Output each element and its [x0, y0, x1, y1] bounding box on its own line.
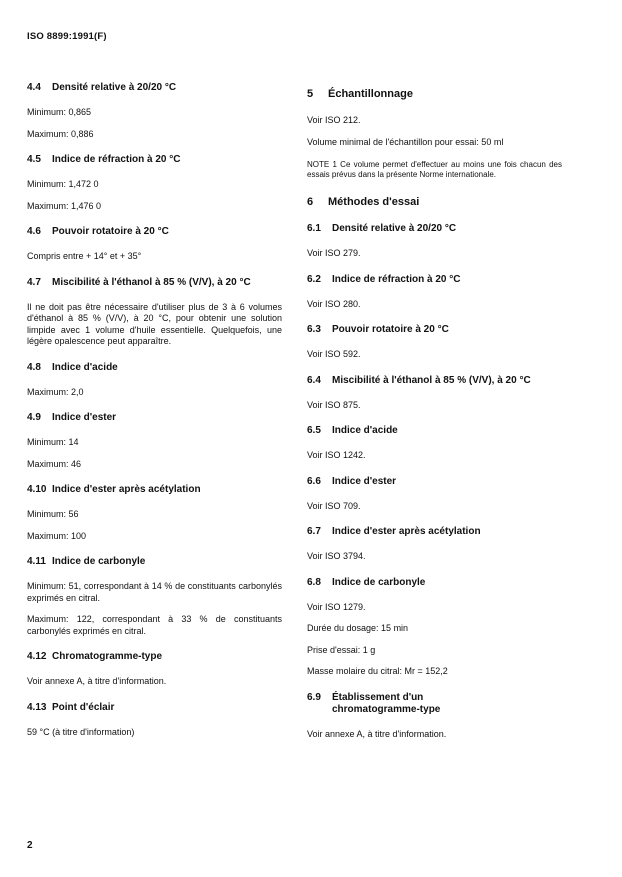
section-number: 6.8: [307, 576, 321, 588]
section-6-9: [307, 692, 562, 741]
paragraph: Compris entre + 14° et + 35°: [27, 251, 142, 261]
section-title: Pouvoir rotatoire à 20 °C: [332, 324, 449, 335]
section-4-12: [27, 651, 282, 688]
section-4-5: [27, 154, 282, 212]
left-column: [27, 82, 282, 748]
page-number: 2: [27, 840, 33, 851]
paragraph: Volume minimal de l'échantillon pour essai: 50 ml: [307, 136, 504, 147]
section-title: Point d'éclair: [52, 701, 115, 713]
section-6-1: [307, 223, 562, 260]
right-column: [307, 82, 562, 750]
section-heading: [27, 82, 282, 94]
section-number: 4.11: [27, 556, 46, 567]
section-number: 4.13: [27, 701, 47, 713]
paragraph: Voir ISO 279.: [307, 248, 361, 258]
paragraph: Prise d'essai: 1 g: [307, 644, 376, 655]
paragraph: Voir ISO 1279.: [307, 601, 366, 612]
section-heading: [307, 577, 562, 589]
section-title: Miscibilité à l'éthanol à 85 % (V/V), à 20 °C: [52, 276, 251, 288]
section-heading: [307, 88, 562, 101]
section-4-13: [27, 702, 282, 739]
section-title: Indice de réfraction à 20 °C: [332, 273, 461, 285]
section-heading: [307, 196, 562, 209]
section-number: 4.12: [27, 651, 47, 662]
section-heading: [27, 702, 282, 714]
section-6: [307, 196, 562, 209]
paragraph: Maximum: 1,476 0: [27, 200, 102, 211]
section-6-5: [307, 425, 562, 462]
section-4-9: [27, 412, 282, 470]
section-heading: [307, 692, 562, 716]
section-number: 4.7: [27, 276, 41, 288]
section-heading: [27, 226, 282, 238]
section-number: 6.9: [307, 691, 321, 703]
section-title: Échantillonnage: [328, 88, 413, 100]
section-title: Chromatogramme-type: [52, 651, 163, 662]
section-heading: [27, 277, 282, 289]
section-4-10: [27, 484, 282, 542]
paragraph: Maximum: 2,0: [27, 386, 84, 397]
section-heading: [307, 526, 562, 538]
section-number: 6.2: [307, 273, 321, 285]
section-number: 5: [307, 88, 314, 100]
paragraph: Minimum: 14: [27, 437, 79, 447]
section-title: Indice d'acide: [332, 425, 398, 436]
paragraph: 59 °C (à titre d'information): [27, 726, 135, 737]
note: NOTE 1 Ce volume permet d'effectuer au moins une fois chacun des essais prévus dans la présente Norme internationale.: [307, 160, 562, 179]
section-heading: [27, 362, 282, 374]
section-title: Indice d'ester: [52, 412, 117, 423]
section-number: 4.9: [27, 412, 41, 423]
paragraph: Voir annexe A, à titre d'information.: [307, 728, 447, 739]
paragraph: Maximum: 100: [27, 530, 87, 541]
paragraph: Minimum: 51, correspondant à 14 % de constituants carbonylés exprimés en citral.: [27, 581, 282, 603]
paragraph: Il ne doit pas être nécessaire d'utiliser plus de 3 à 6 volumes d'éthanol à 85 % (V/V), à 20 °C, pour obtenir une solution limpide avec 1 volume d'huile essentielle. Quelquefois, une légère opalescence peut apparaître.: [27, 301, 282, 346]
section-number: 6.4: [307, 374, 321, 386]
section-number: 4.5: [27, 154, 41, 165]
paragraph: Voir ISO 3794.: [307, 551, 366, 561]
section-number: 6.5: [307, 425, 321, 436]
section-heading: [307, 223, 562, 235]
section-heading: [27, 154, 282, 166]
document-header: ISO 8899:1991(F): [27, 31, 107, 42]
section-6-2: [307, 274, 562, 311]
section-heading: [307, 375, 562, 387]
section-title: Indice de carbonyle: [332, 576, 426, 588]
paragraph: Maximum: 0,886: [27, 128, 94, 139]
section-number: 6.7: [307, 526, 321, 537]
paragraph: Minimum: 0,865: [27, 107, 92, 117]
section-4-7: [27, 277, 282, 348]
section-4-4: [27, 82, 282, 140]
paragraph: Voir ISO 875.: [307, 399, 361, 410]
section-title: Établissement d'un chromatogramme-type: [332, 691, 441, 715]
section-title: Indice de réfraction à 20 °C: [52, 154, 181, 165]
section-heading: [27, 484, 282, 496]
section-title: Indice d'acide: [52, 361, 118, 373]
section-number: 6.6: [307, 475, 321, 487]
section-heading: [27, 556, 282, 568]
section-6-8: [307, 577, 562, 678]
paragraph: Voir ISO 592.: [307, 349, 361, 359]
section-heading: [27, 412, 282, 424]
section-4-11: [27, 556, 282, 637]
section-4-8: [27, 362, 282, 399]
section-6-3: [307, 324, 562, 361]
section-heading: [307, 324, 562, 336]
paragraph: Minimum: 56: [27, 509, 79, 519]
section-number: 4.6: [27, 226, 41, 237]
paragraph: Voir ISO 212.: [307, 115, 361, 125]
section-heading: [307, 476, 562, 488]
section-title: Indice de carbonyle: [52, 556, 146, 567]
paragraph: Voir ISO 1242.: [307, 450, 366, 460]
section-number: 6.1: [307, 223, 321, 234]
section-number: 4.10: [27, 484, 47, 495]
section-6-7: [307, 526, 562, 563]
paragraph: Voir ISO 280.: [307, 298, 361, 309]
section-heading: [307, 274, 562, 286]
section-6-6: [307, 476, 562, 513]
section-heading: [27, 651, 282, 663]
paragraph: Masse molaire du citral: Mr = 152,2: [307, 666, 448, 676]
paragraph: Voir annexe A, à titre d'information.: [27, 676, 167, 686]
paragraph: Minimum: 1,472 0: [27, 179, 99, 189]
section-title: Indice d'ester: [332, 475, 397, 487]
section-number: 6: [307, 196, 314, 208]
section-heading: [307, 425, 562, 437]
section-title: Densité relative à 20/20 °C: [332, 223, 457, 234]
section-number: 6.3: [307, 324, 321, 335]
section-number: 4.8: [27, 361, 41, 373]
section-4-6: [27, 226, 282, 263]
section-6-4: [307, 375, 562, 412]
paragraph: Durée du dosage: 15 min: [307, 623, 409, 633]
paragraph: Maximum: 46: [27, 458, 82, 469]
paragraph: Voir ISO 709.: [307, 500, 361, 511]
section-title: Miscibilité à l'éthanol à 85 % (V/V), à 20 °C: [332, 374, 531, 386]
section-title: Méthodes d'essai: [328, 196, 420, 208]
section-number: 4.4: [27, 82, 41, 93]
paragraph: Maximum: 122, correspondant à 33 % de constituants carbonylés exprimés en citral.: [27, 614, 282, 636]
section-title: Indice d'ester après acétylation: [52, 484, 201, 495]
section-title: Densité relative à 20/20 °C: [52, 82, 177, 93]
section-5: [307, 88, 562, 180]
section-title: Pouvoir rotatoire à 20 °C: [52, 226, 169, 237]
section-title: Indice d'ester après acétylation: [332, 526, 481, 537]
